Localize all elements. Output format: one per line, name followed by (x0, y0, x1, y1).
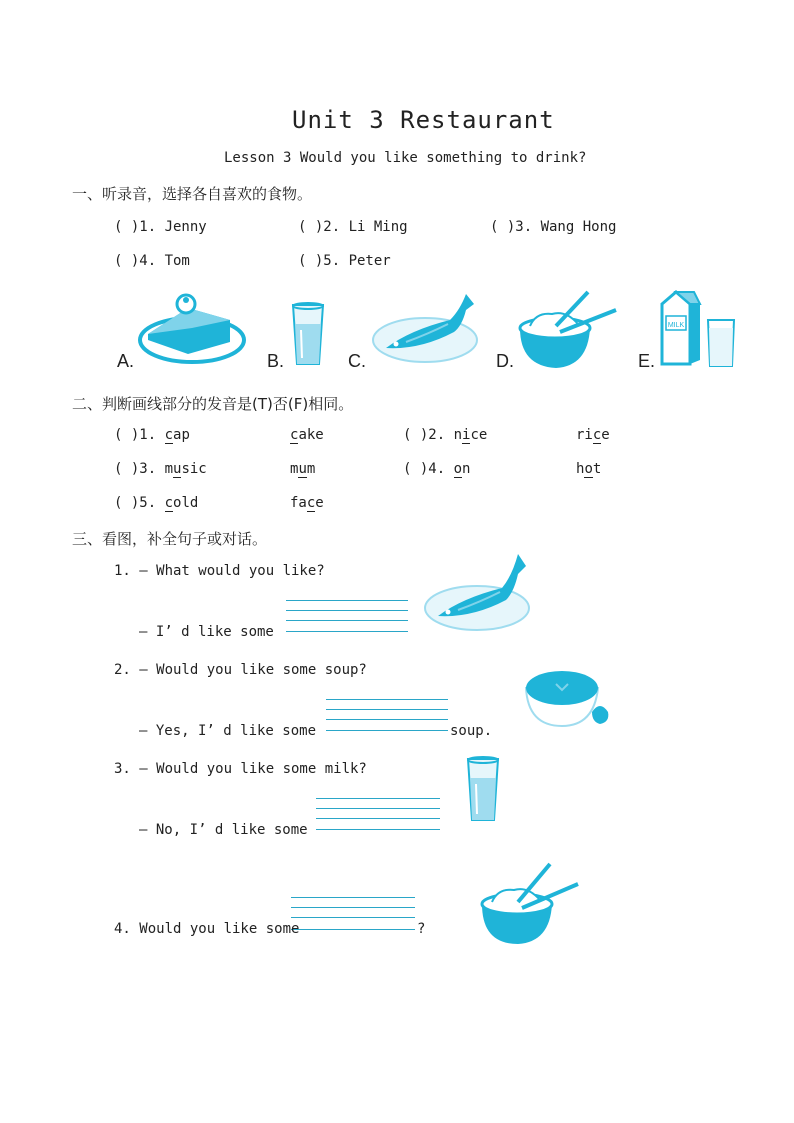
q4-question: 4. Would you like some (114, 921, 300, 937)
s2-word-1b: cake (290, 427, 324, 443)
q1-writing-line[interactable] (286, 620, 408, 621)
label-a: A. (117, 351, 135, 371)
q2-writing-line[interactable] (326, 719, 448, 720)
q1-writing-line[interactable] (286, 600, 408, 601)
s1-item-1: ( )1. Jenny (114, 219, 207, 235)
s2-item-1: ( )1. cap (114, 427, 190, 443)
fish-icon (422, 552, 532, 634)
q2-suffix: soup. (450, 723, 493, 739)
q3-answer: — No, I’ d like some (139, 822, 308, 838)
label-c: C. (348, 351, 366, 371)
q2-answer-line[interactable] (326, 730, 448, 731)
s2-item-2: ( )2. nice (403, 427, 488, 443)
s2-word-2b: rice (576, 427, 610, 443)
q4-suffix: ? (417, 921, 426, 937)
q2-writing-line[interactable] (326, 699, 448, 700)
rice-bowl-icon (478, 862, 582, 946)
soup-bowl-icon (524, 668, 614, 730)
s1-item-3: ( )3. Wang Hong (490, 219, 617, 235)
cake-icon (138, 290, 248, 370)
q2-answer: — Yes, I’ d like some (139, 723, 317, 739)
lesson-subtitle: Lesson 3 Would you like something to drink? (224, 150, 587, 166)
s1-item-4: ( )4. Tom (114, 253, 190, 269)
s2-item-4: ( )4. on (403, 461, 471, 477)
q4-writing-line[interactable] (291, 907, 415, 908)
s2-word-5b: face (290, 495, 324, 511)
q2-question: 2. — Would you like some soup? (114, 662, 367, 678)
q4-writing-line[interactable] (291, 897, 415, 898)
page-title: Unit 3 Restaurant (292, 106, 555, 134)
q1-answer-line[interactable] (286, 631, 408, 632)
milk-carton-icon (658, 290, 738, 370)
section3-heading: 三、看图，补全句子或对话。 (72, 530, 268, 548)
s1-item-2: ( )2. Li Ming (298, 219, 408, 235)
q2-writing-line[interactable] (326, 709, 448, 710)
glass-icon (465, 756, 501, 824)
section2-heading: 二、判断画线部分的发音是(T)否(F)相同。 (72, 395, 354, 413)
q4-answer-line[interactable] (291, 929, 415, 930)
fish-icon (370, 290, 480, 370)
q3-answer-line[interactable] (316, 829, 440, 830)
rice-bowl-icon (516, 290, 620, 370)
section1-heading: 一、听录音，选择各自喜欢的食物。 (72, 185, 313, 203)
q1-question: 1. — What would you like? (114, 563, 325, 579)
q3-writing-line[interactable] (316, 808, 440, 809)
q3-question: 3. — Would you like some milk? (114, 761, 367, 777)
s2-word-4b: hot (576, 461, 602, 477)
label-b: B. (267, 351, 285, 371)
q1-writing-line[interactable] (286, 610, 408, 611)
glass-icon (290, 302, 326, 368)
milk-text: MILK (667, 322, 685, 329)
s2-item-3: ( )3. music (114, 461, 207, 477)
q3-writing-line[interactable] (316, 798, 440, 799)
label-d: D. (496, 351, 514, 371)
label-e: E. (638, 351, 656, 371)
s2-word-3b: mum (290, 461, 316, 477)
q3-writing-line[interactable] (316, 818, 440, 819)
s2-item-5: ( )5. cold (114, 495, 199, 511)
q1-answer: — I’ d like some (139, 624, 274, 640)
s1-item-5: ( )5. Peter (298, 253, 391, 269)
q4-writing-line[interactable] (291, 917, 415, 918)
